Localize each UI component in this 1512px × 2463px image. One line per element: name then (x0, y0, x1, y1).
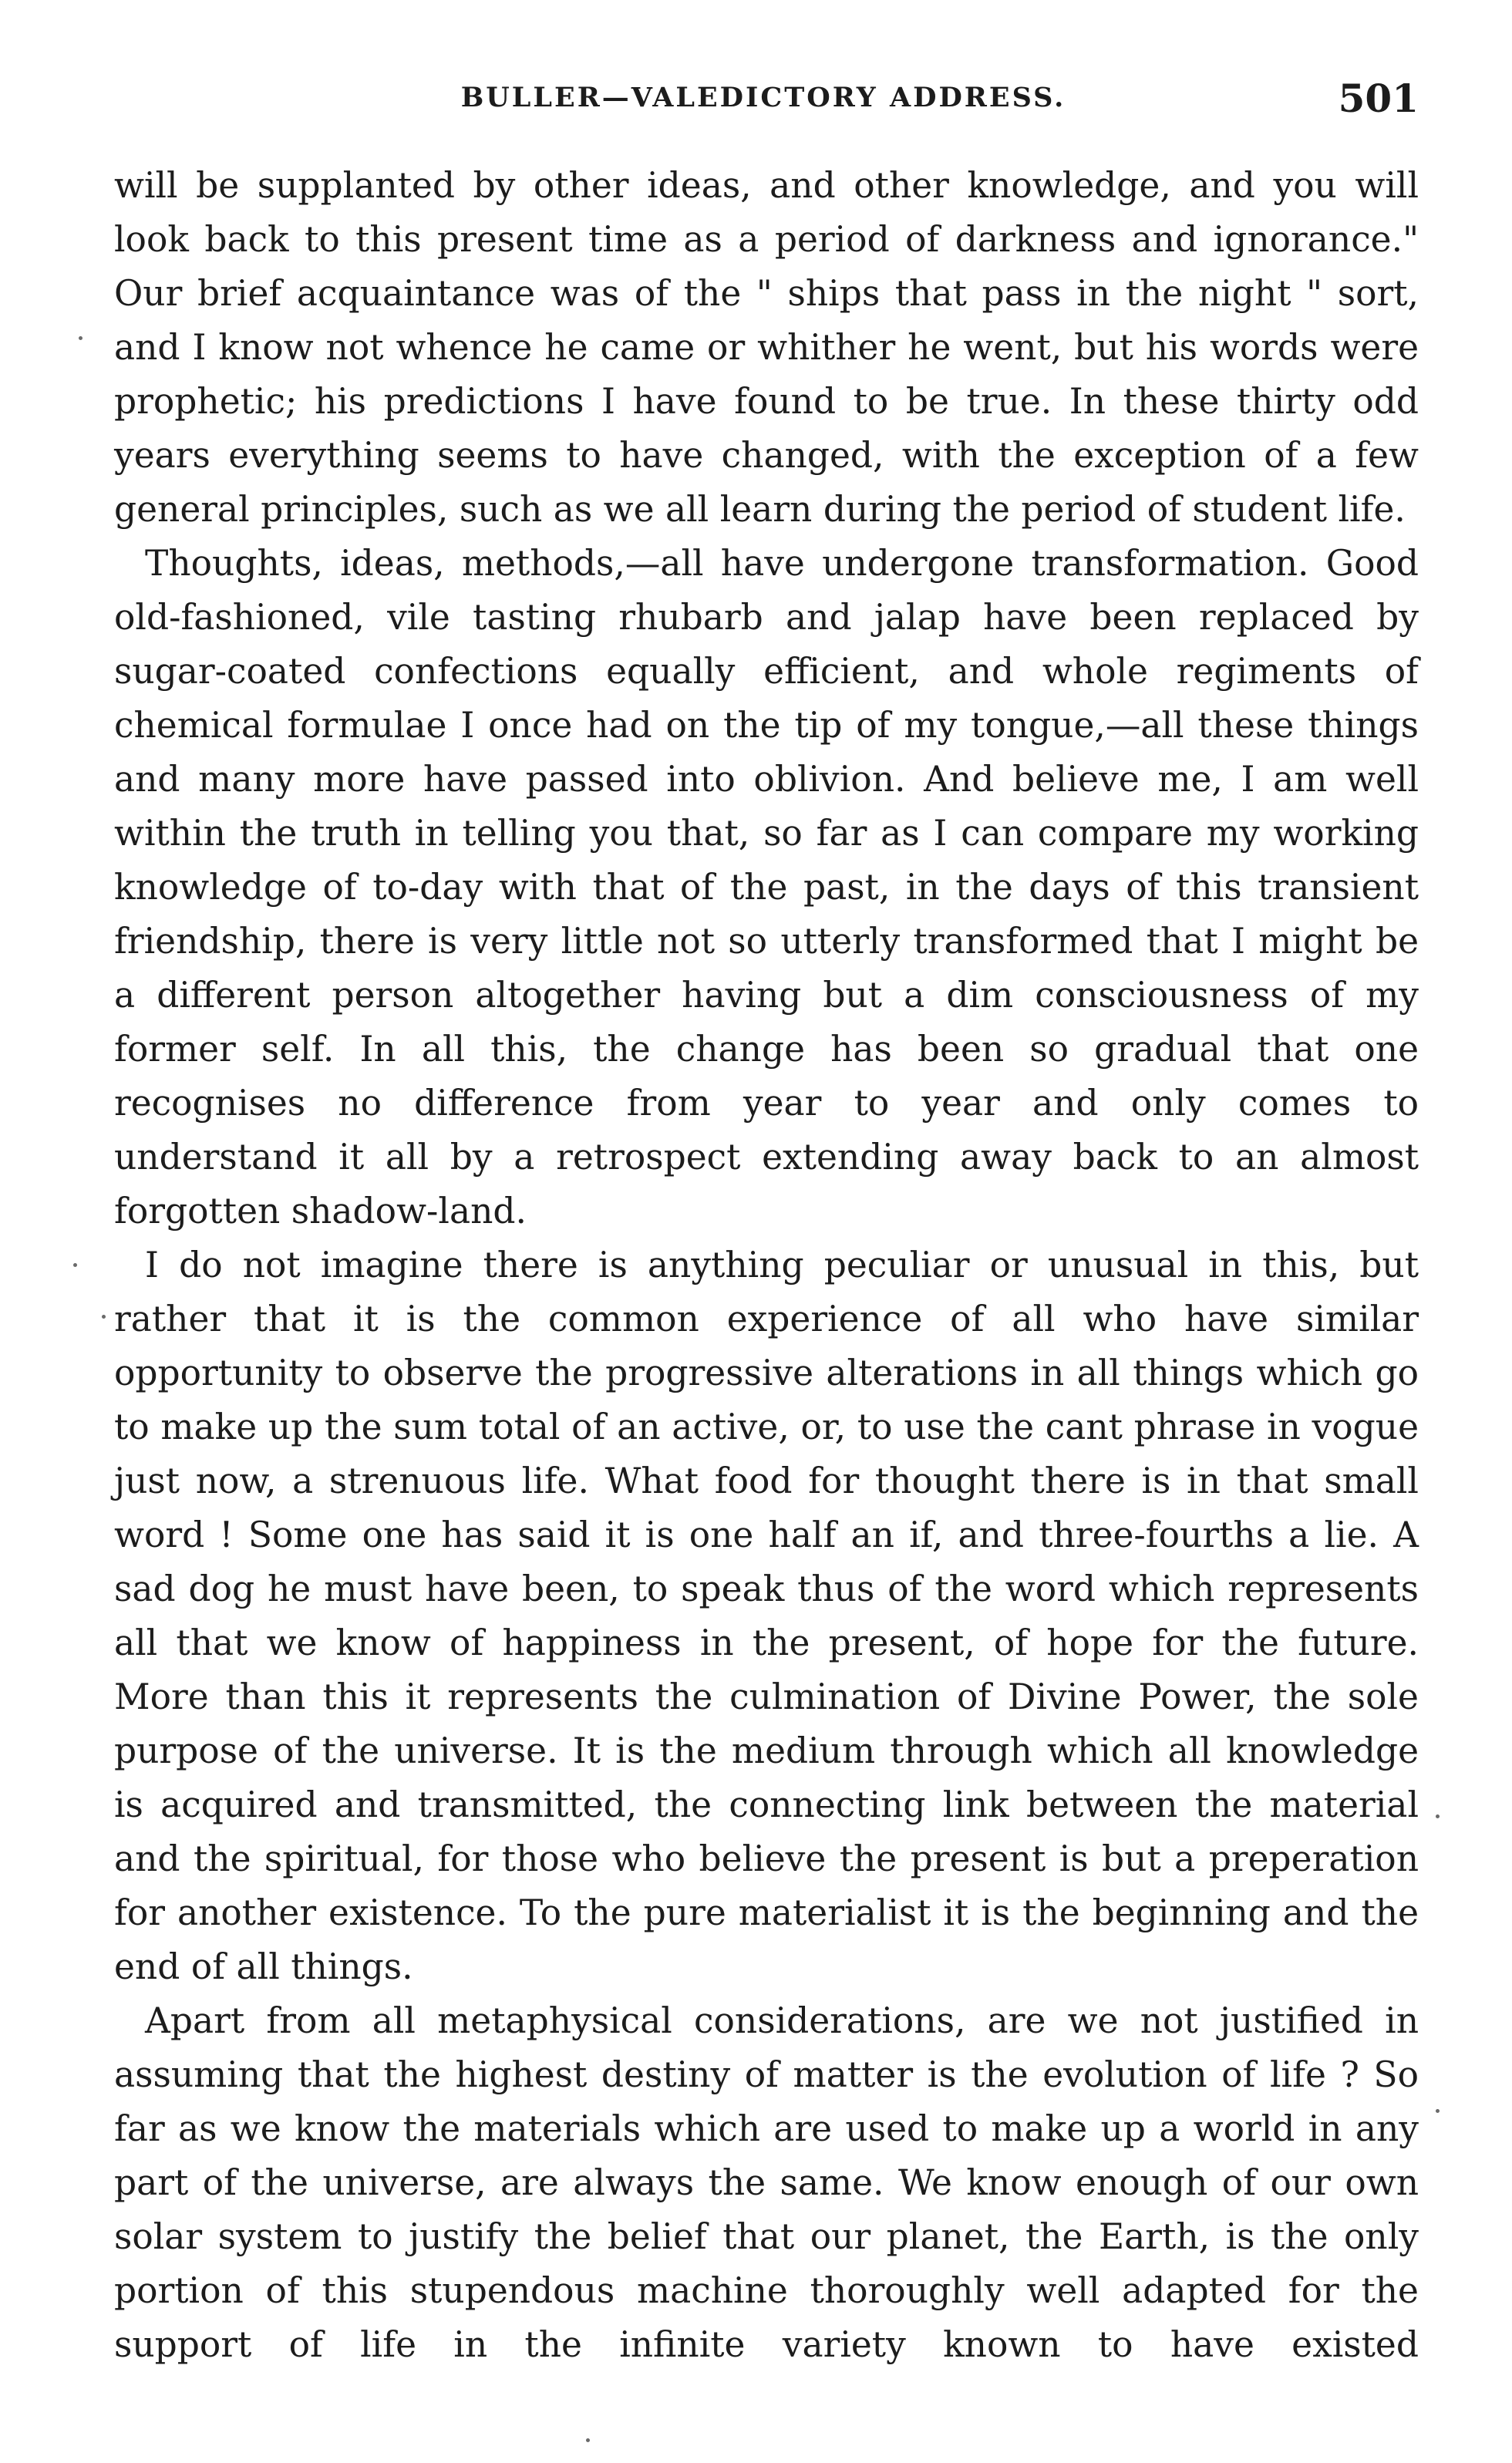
print-speck (79, 336, 83, 340)
print-speck (102, 1315, 106, 1319)
print-speck (73, 1263, 77, 1267)
running-head: BULLER—VALEDICTORY ADDRESS. (460, 82, 1066, 113)
page-header (108, 68, 1419, 137)
body-text (114, 159, 1419, 2372)
print-speck (1436, 1814, 1440, 1818)
paragraph: will be supplanted by other ideas, and other knowledge, and you will look back to this present time as a period of darkness and ignorance." Our brief acquaintance was of the " ships that pass in the night " sort, and I know not whence he came or whither he went, but his words were prophetic; his predictions I have found to be true. In these thirty odd years everything seems to have changed, with the exception of a few general principles, such as we all learn during the period of student life. (114, 165, 1419, 530)
paragraph: Apart from all metaphysical considerations, are we not justified in assuming that the highest destiny of matter is the evolution of life ? So far as we know the materials which are used to make up a world in any part of the universe, are always the same. We know enough of our own solar system to justify the belief that our planet, the Earth, is the only portion of this stupendous machine thoroughly well adapted for the support of life in the infinite variety known to have existed (114, 2000, 1419, 2365)
page-number: 501 (1338, 76, 1419, 121)
print-speck (1436, 2109, 1440, 2113)
print-speck (586, 2438, 590, 2442)
paragraph: I do not imagine there is anything peculiar or unusual in this, but rather that it is the common experience of all who have similar opportunity to observe the progressive alterations in all things which go to make up the sum total of an active, or, to use the cant phrase in vogue just now, a strenuous life. What food for thought there is in that small word ! Some one has said it is one half an if, and three-fourths a lie. A sad dog he must have been, to speak thus of the word which represents all that we know of happiness in the present, of hope for the future. More than this it represents the culmination of Divine Power, the sole purpose of the universe. It is the medium through which all knowledge is acquired and transmitted, the connecting link between the material and the spiritual, for those who believe the present is but a preperation for another existence. To the pure materialist it is the beginning and the end of all things. (114, 1245, 1419, 1987)
paragraph: Thoughts, ideas, methods,—all have undergone transformation. Good old-fashioned, vile tasting rhubarb and jalap have been replaced by sugar-coated confections equally efficient, and whole regiments of chemical formulae I once had on the tip of my tongue,—all these things and many more have passed into oblivion. And believe me, I am well within the truth in telling you that, so far as I can compare my working knowledge of to-day with that of the past, in the days of this transient friendship, there is very little not so utterly transformed that I might be a different person altogether having but a dim consciousness of my former self. In all this, the change has been so gradual that one recognises no difference from year to year and only comes to understand it all by a retrospect extending away back to an almost forgotten shadow-land. (114, 543, 1419, 1232)
